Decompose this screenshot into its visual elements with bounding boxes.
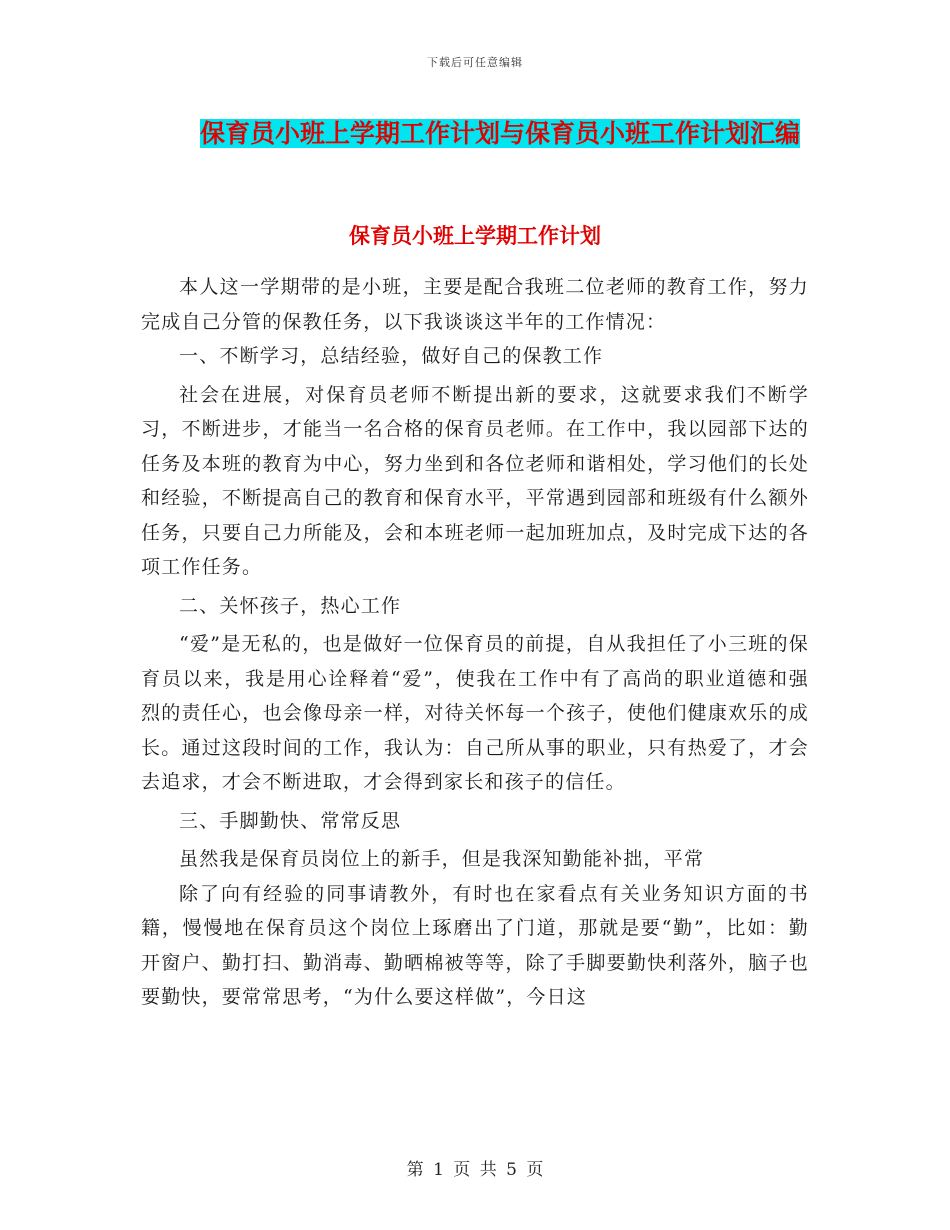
document-title	[190, 112, 810, 156]
document-title-text: 保育员小班上学期工作计划与保育员小班工作计划汇编	[199, 119, 800, 148]
page-footer: 第 1 页 共 5 页	[406, 1160, 544, 1180]
section-title: 保育员小班上学期工作计划	[349, 224, 601, 248]
paragraph-learning: 社会在进展，对保育员老师不断提出新的要求，这就要求我们不断学习，不断进步，才能当一名合格的保育员老师。在工作中，我以园部下达的任务及本班的教育为中心，努力坐到和各位老师和谐相处，学习他们的长处和经验，不断提高自己的教育和保育水平，平常遇到园部和班级有什么额外任务，只要自己力所能及，会和本班老师一起加班加点，及时完成下达的各项工作任务。	[141, 383, 809, 578]
heading-one: 一、不断学习，总结经验，做好自己的保教工作	[179, 345, 604, 367]
paragraph-love: “爱”是无私的，也是做好一位保育员的前提，自从我担任了小三班的保育员以来，我是用心诠释着“爱”，使我在工作中有了高尚的职业道德和强烈的责任心，也会像母亲一样，对待关怀每一个孩子，使他们健康欢乐的成长。通过这段时间的工作，我认为：自己所从事的职业，只有热爱了，才会去追求，才会不断进取，才会得到家长和孩子的信任。	[141, 633, 809, 793]
paragraph-diligence-continued: 除了向有经验的同事请教外，有时也在家看点有关业务知识方面的书籍，慢慢地在保育员这个岗位上琢磨出了门道，那就是要“勤”，比如：勤开窗户、勤打扫、勤消毒、勤晒棉被等等，除了手脚要勤快利落外，脑子也要勤快，要常常思考，“为什么要这样做”，今日这	[141, 882, 809, 1008]
paragraph-intro: 本人这一学期带的是小班，主要是配合我班二位老师的教育工作，努力完成自己分管的保教任务，以下我谈谈这半年的工作情况：	[141, 276, 809, 333]
header-note: 下载后可任意编辑	[427, 56, 523, 69]
document-body	[141, 270, 809, 1015]
paragraph-diligence-start: 虽然我是保育员岗位上的新手，但是我深知勤能补拙，平常	[179, 848, 705, 870]
heading-three: 三、手脚勤快、常常反思	[179, 809, 402, 832]
heading-two: 二、关怀孩子，热心工作	[179, 594, 402, 617]
